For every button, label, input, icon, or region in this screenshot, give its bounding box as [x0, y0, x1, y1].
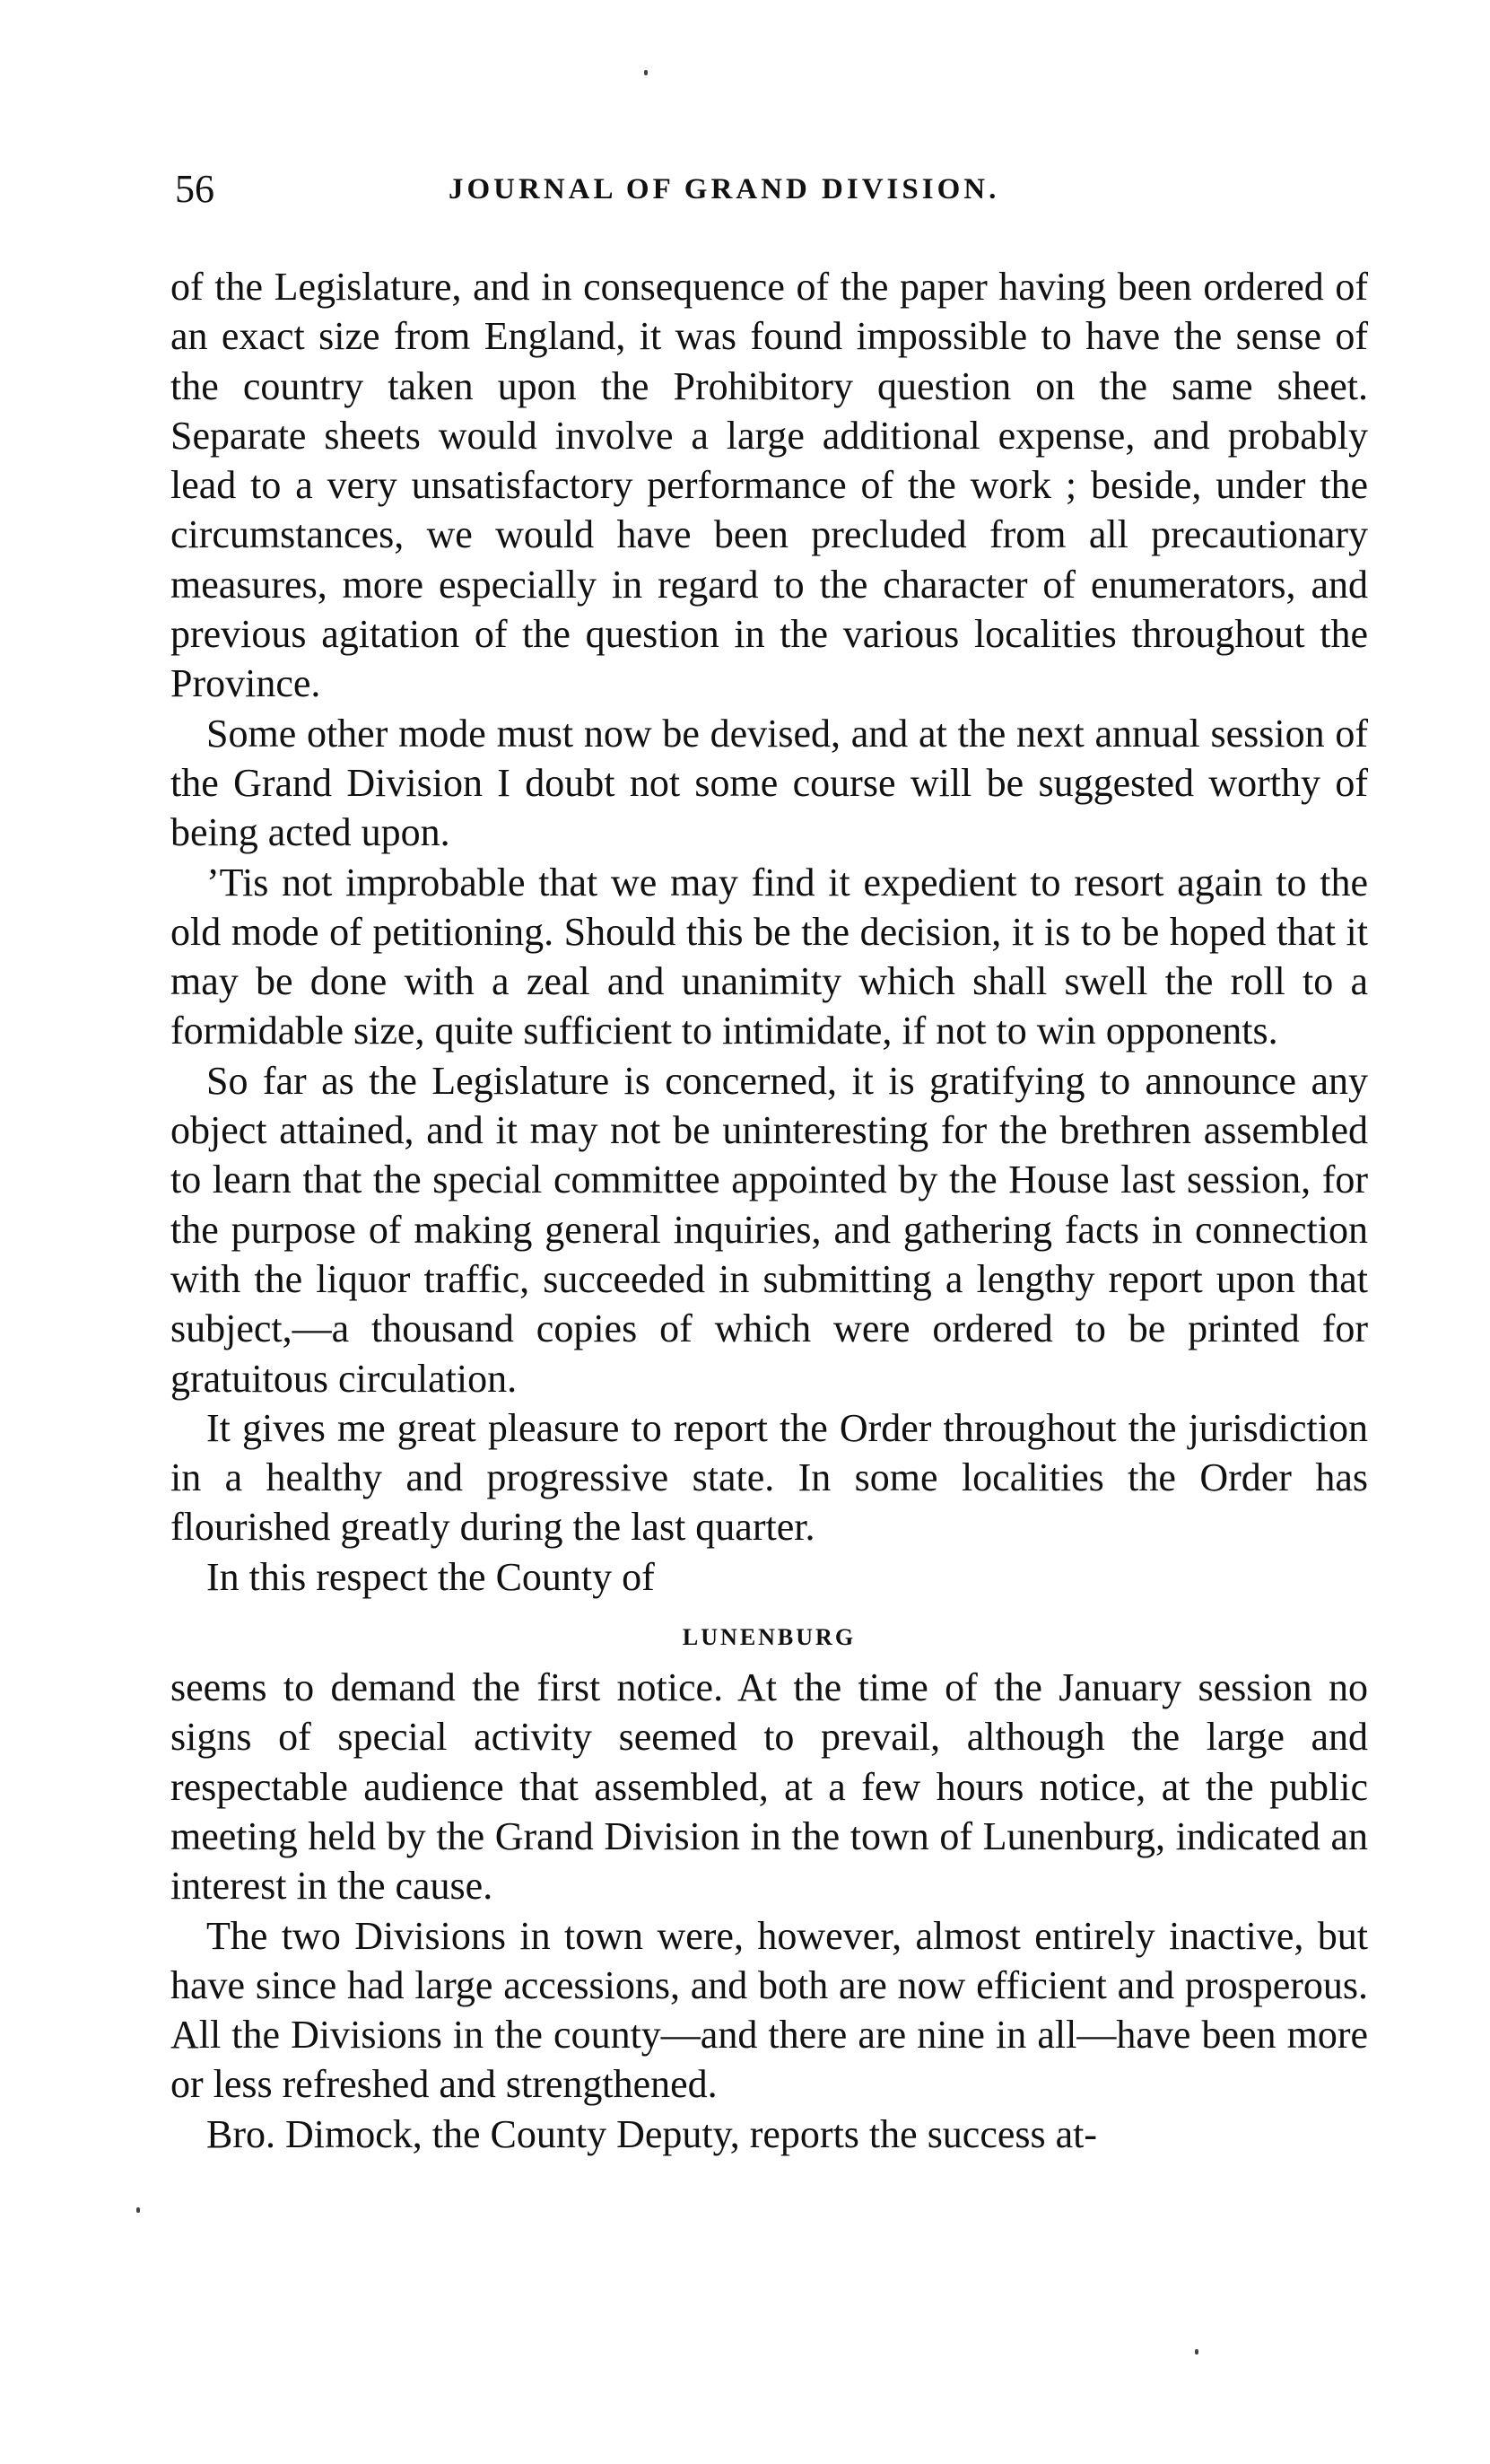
page-header — [175, 166, 1395, 220]
body-text — [170, 262, 1368, 2159]
paragraph: Some other mode must now be devised, and at the next annual session of the Grand Division I doubt not some course will be suggested worthy of being acted upon. — [170, 711, 1368, 855]
print-speck — [1195, 2349, 1198, 2355]
paragraph: Bro. Dimock, the County Deputy, reports the success at- — [206, 2111, 1098, 2156]
running-head: JOURNAL OF GRAND DIVISION. — [449, 173, 1000, 205]
paragraph: of the Legislature, and in consequence of the paper having been ordered of an exact size from England, it was found impossible to have the sense of the country taken upon the Prohibitory question on the same sheet. Separate sheets would involve a large additional expense, and probably lead to a very unsatisfactory performance of the work ; beside, under the circumstances, we would have been precluded from all precautionary measures, more especially in regard to the character of enumerators, and previous agitation of the question in the various localities throughout the Province. — [170, 265, 1368, 706]
print-speck — [644, 70, 648, 75]
paragraph: So far as the Legislature is concerned, it is gratifying to announce any object attained, and it may not be uninteresting for the brethren assembled to learn that the special committee appointed by the House last session, for the purpose of making general inquiries, and gathering facts in connection with the liquor traffic, succeeded in submitting a lengthy report upon that subject,—a thousand copies of which were ordered to be printed for gratuitous circulation. — [170, 1058, 1368, 1401]
page-number: 56 — [175, 167, 214, 211]
section-heading: LUNENBURG — [682, 1624, 857, 1651]
paragraph: ’Tis not improbable that we may find it expedient to resort again to the old mode of petitioning. Should this be the decision, it is to be hoped that it may be done with a zeal and unanimity which shall swell the roll to a formidable size, quite sufficient to intimidate, if not to win opponents. — [170, 860, 1368, 1053]
print-speck — [136, 2207, 140, 2213]
paragraph: In this respect the County of — [206, 1554, 655, 1599]
paragraph: The two Divisions in town were, however, almost entirely inactive, but have since had large accessions, and both are now efficient and prosperous. All the Divisions in the county—and there are nine in all—have been more or less refreshed and strengthened. — [170, 1913, 1368, 2107]
paragraph: It gives me great pleasure to report the Order throughout the jurisdiction in a healthy and progressive state. In some localities the Order has flourished greatly during the last quarter. — [170, 1405, 1368, 1550]
paragraph: seems to demand the first notice. At the time of the January session no signs of special activity seemed to prevail, although the large and respectable audience that assembled, at a few hours notice, at the public meeting held by the Grand Division in the town of Lunenburg, indicated an interest in the cause. — [170, 1665, 1368, 1909]
